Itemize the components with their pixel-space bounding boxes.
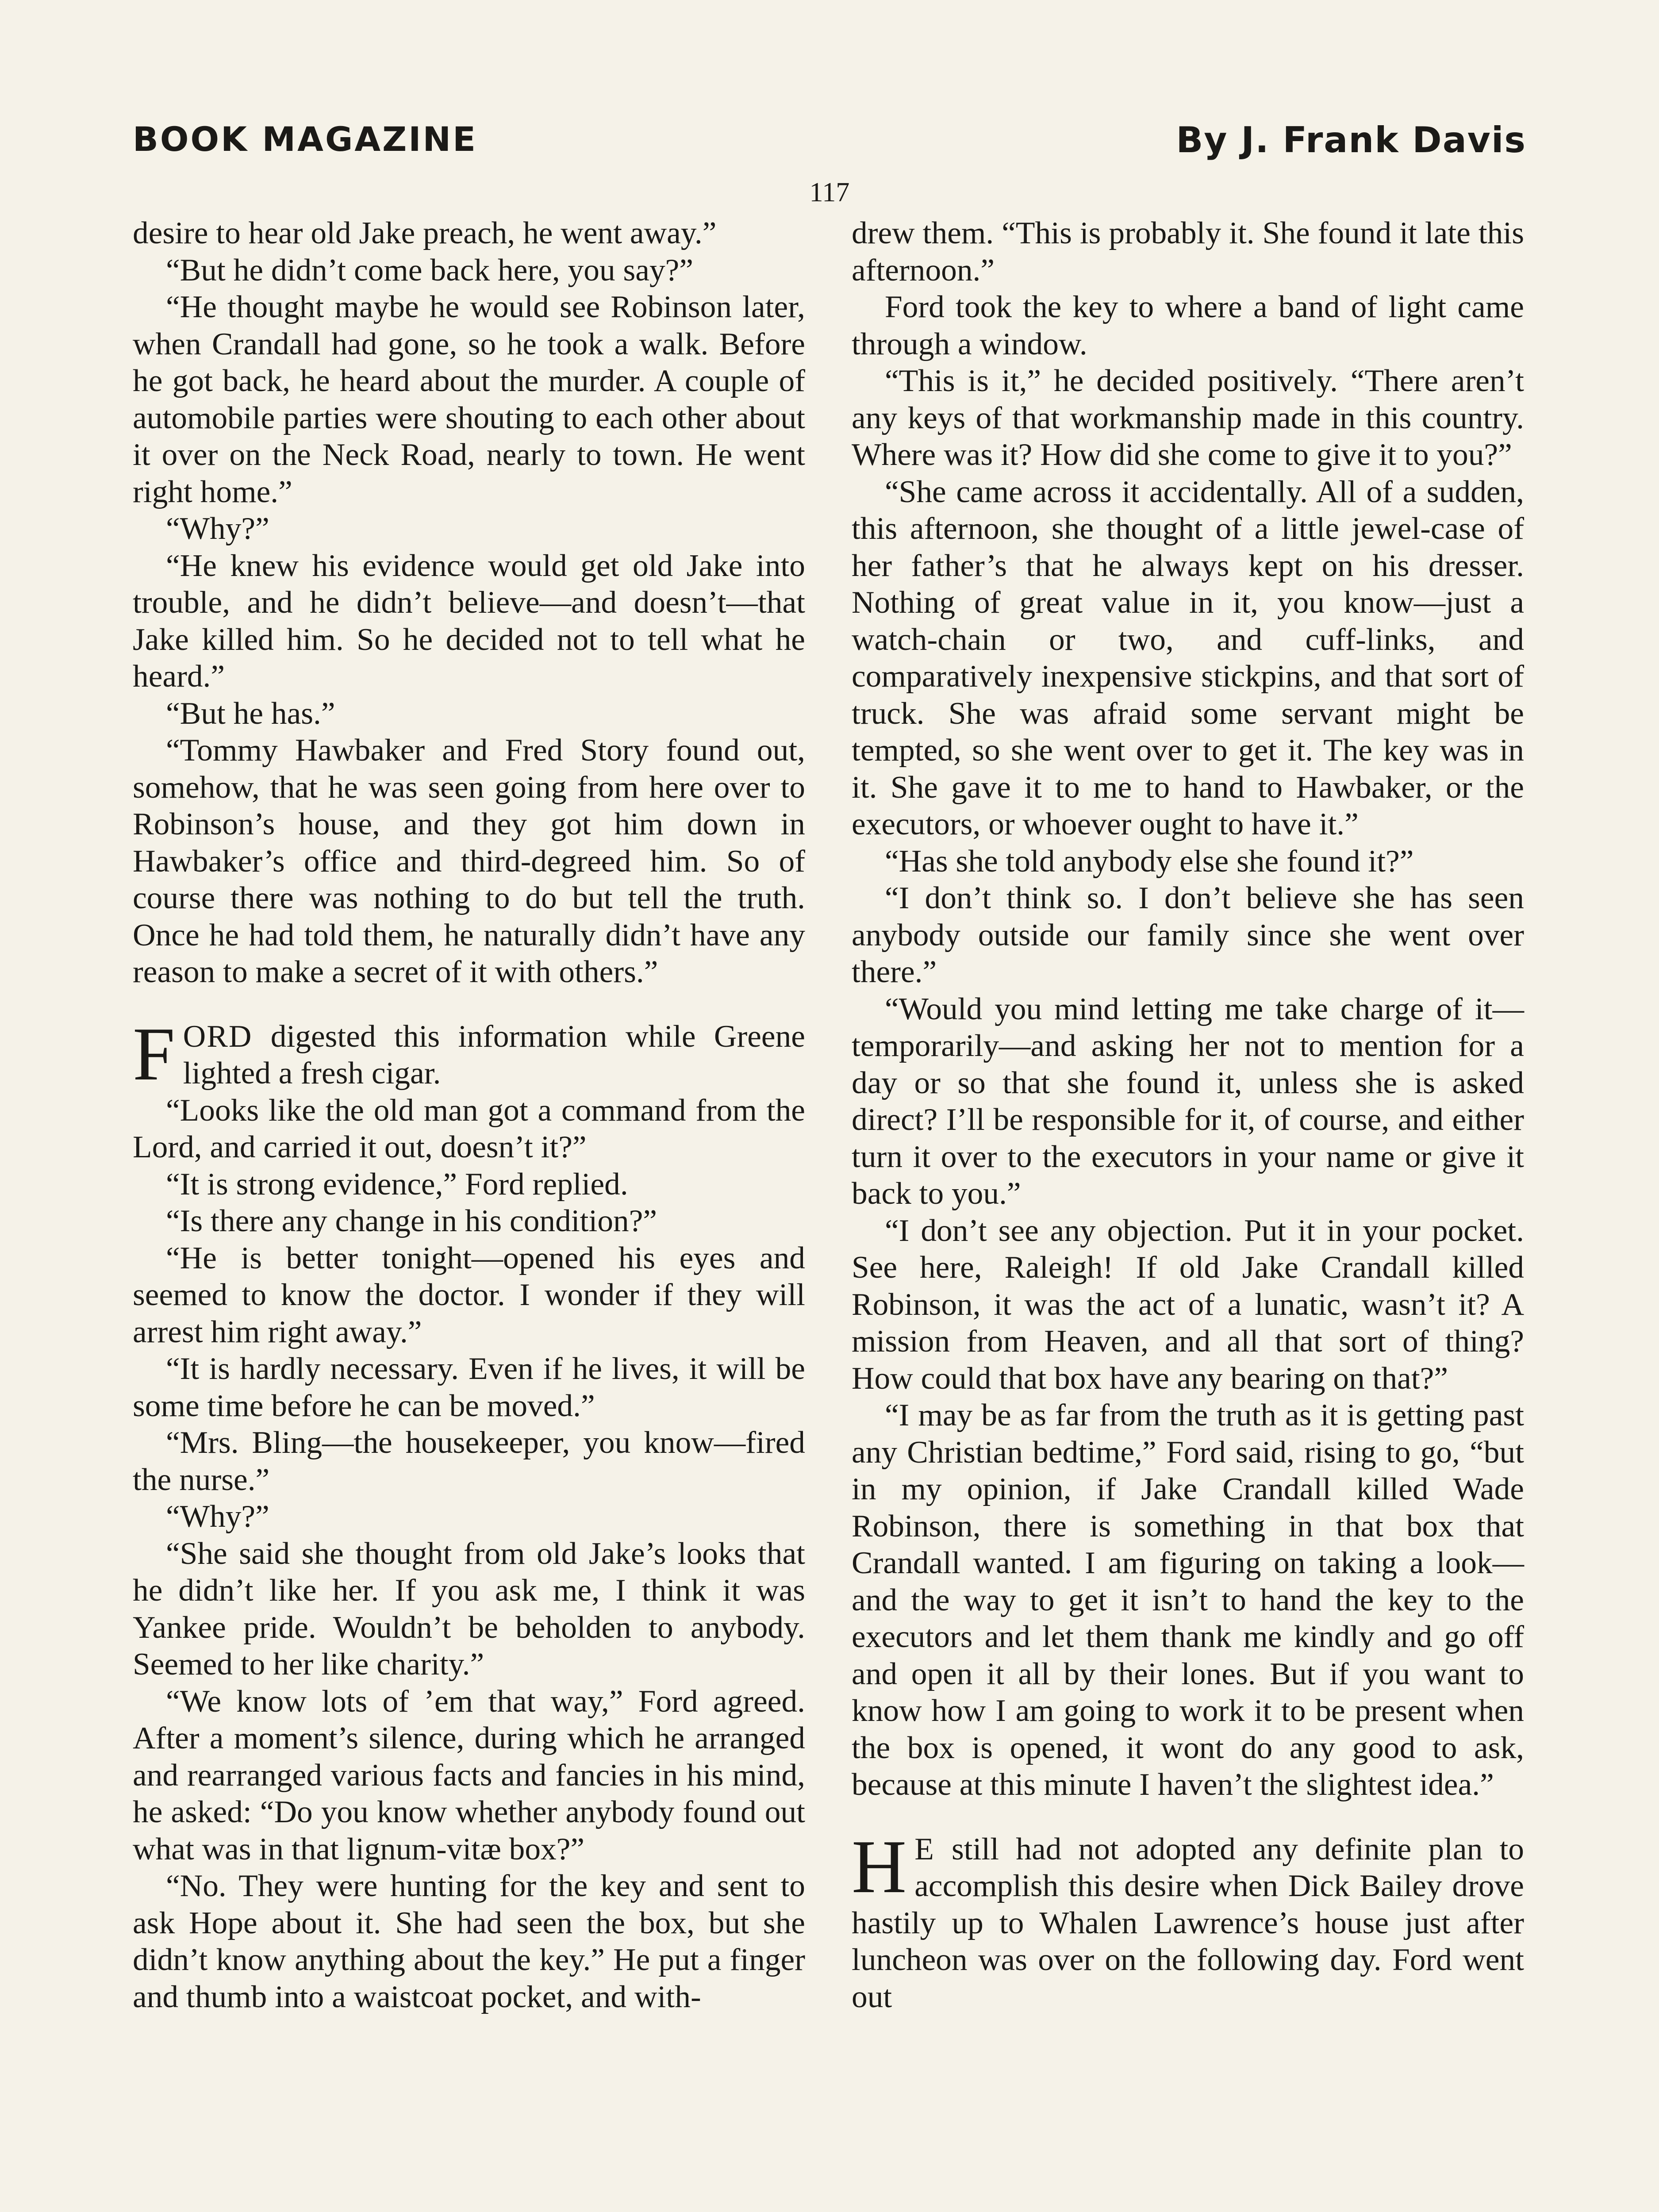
paragraph: “I may be as far from the truth as it is getting past any Christian bedtime,” Ford said, rising to go, “but in my opinion, if Jake Crandall killed Wade Robinson, there is something in that box that Crandall wanted. I am figuring on taking a look—and the way to get it isn’t to hand the key to the executors and let them thank me kindly and go off and open it all by their lones. But if you want to know how I am going to work it to be present when the box is opened, it wont do any good to ask, because at this minute I haven’t the slightest idea.” bbox=[852, 1398, 1524, 1802]
paragraph: “It is hardly necessary. Even if he lives, it will be some time before he can be moved.” bbox=[133, 1351, 805, 1423]
paragraph: “Would you mind letting me take charge of it—temporarily—and asking her not to mention for a day or so that she found it, unless she is asked direct? I’ll be responsible for it, of course, and either turn it over to the executors in your name or give it back to you.” bbox=[852, 991, 1524, 1211]
left-column bbox=[133, 215, 805, 2015]
small-caps-lead: ORD bbox=[183, 1018, 253, 1054]
page-header bbox=[133, 119, 1526, 168]
paragraph: “I don’t think so. I don’t believe she has seen anybody outside our family since she went over there.” bbox=[852, 880, 1524, 989]
paragraph: “He knew his evidence would get old Jake into trouble, and he didn’t believe—and doesn’t—that Jake killed him. So he decided not to tell what he heard.” bbox=[133, 548, 805, 694]
paragraph: “No. They were hunting for the key and sent to ask Hope about it. She had seen the box, but she didn’t know anything about the key.” He put a finger and thumb into a waistcoat pocket, and with- bbox=[133, 1868, 805, 2014]
paragraph: “He thought maybe he would see Robinson later, when Crandall had gone, so he took a walk. Before he got back, he heard about the murder. A couple of automobile parties were shouting to each other about it over on the Neck Road, nearly to town. He went right home.” bbox=[133, 289, 805, 509]
paragraph: “Tommy Hawbaker and Fred Story found out, somehow, that he was seen going from here over to Robinson’s house, and they got him down in Hawbaker’s office and third-degreed him. So of course there was nothing to do but tell the truth. Once he had told them, he naturally didn’t have any reason to make a secret of it with others.” bbox=[133, 733, 805, 989]
paragraph: “I don’t see any objection. Put it in your pocket. See here, Raleigh! If old Jake Crandall killed Robinson, it was the act of a lunatic, wasn’t it? A mission from Heaven, and all that sort of thing? How could that box have any bearing on that?” bbox=[852, 1213, 1524, 1396]
paragraph: “This is it,” he decided positively. “There aren’t any keys of that workmanship made in this country. Where was it? How did she come to give it to you?” bbox=[852, 363, 1524, 472]
paragraph: “Mrs. Bling—the housekeeper, you know—fired the nurse.” bbox=[133, 1425, 805, 1497]
author-byline: By J. Frank Davis bbox=[1176, 119, 1526, 161]
paragraph: “Why?” bbox=[165, 511, 269, 546]
drop-cap: H bbox=[852, 1824, 907, 1909]
paragraph: “Has she told anybody else she found it?” bbox=[884, 843, 1414, 879]
paragraph: desire to hear old Jake preach, he went away.” bbox=[133, 215, 717, 250]
paragraph: “He is better tonight—opened his eyes and seemed to know the doctor. I wonder if they will arrest him right away.” bbox=[133, 1240, 805, 1349]
paragraph: “We know lots of ’em that way,” Ford agreed. After a moment’s silence, during which he arranged and rearranged various facts and fancies in his mind, he asked: “Do you know whether anybody found out what was in that lignum-vitæ box?” bbox=[133, 1683, 805, 1866]
paragraph: “But he has.” bbox=[165, 695, 335, 731]
paragraph: “Is there any change in his condition?” bbox=[165, 1203, 657, 1238]
section-opening-paragraph bbox=[133, 1012, 805, 1096]
paragraph: drew them. “This is probably it. She found it late this afternoon.” bbox=[852, 215, 1524, 288]
paragraph: “She said she thought from old Jake’s looks that he didn’t like her. If you ask me, I think it was Yankee pride. Wouldn’t be beholden to anybody. Seemed to her like charity.” bbox=[133, 1536, 805, 1682]
right-column bbox=[852, 215, 1524, 2015]
paragraph-text: digested this information while Greene lighted a fresh cigar. bbox=[183, 1018, 805, 1091]
drop-cap: F bbox=[133, 1012, 175, 1096]
page-number: 117 bbox=[809, 177, 850, 207]
small-caps-lead: E bbox=[914, 1831, 935, 1866]
paragraph: “But he didn’t come back here, you say?” bbox=[165, 252, 694, 288]
paragraph: Ford took the key to where a band of light came through a window. bbox=[852, 289, 1524, 361]
paragraph: “She came across it accidentally. All of a sudden, this afternoon, she thought of a little jewel-case of her father’s that he always kept on his dresser. Nothing of great value in it, you know—just a watch-chain or two, and cuff-links, and comparatively inexpensive stickpins, and that sort of truck. She was afraid some servant might be tempted, so she went over to get it. The key was in it. She gave it to me to hand to Hawbaker, or the executors, or whoever ought to have it.” bbox=[852, 474, 1524, 841]
paragraph: “It is strong evidence,” Ford replied. bbox=[165, 1166, 628, 1202]
paragraph: “Why?” bbox=[165, 1499, 269, 1534]
magazine-title: BOOK MAGAZINE bbox=[133, 119, 478, 159]
section-opening-paragraph bbox=[852, 1824, 1524, 2016]
paragraph: “Looks like the old man got a command from the Lord, and carried it out, doesn’t it?” bbox=[133, 1092, 805, 1164]
paragraph-text: still had not adopted any definite plan to accomplish this desire when Dick Bailey drove hastily up to Whalen Lawrence’s house just after luncheon was over on the following day. Ford went out bbox=[852, 1831, 1524, 2014]
